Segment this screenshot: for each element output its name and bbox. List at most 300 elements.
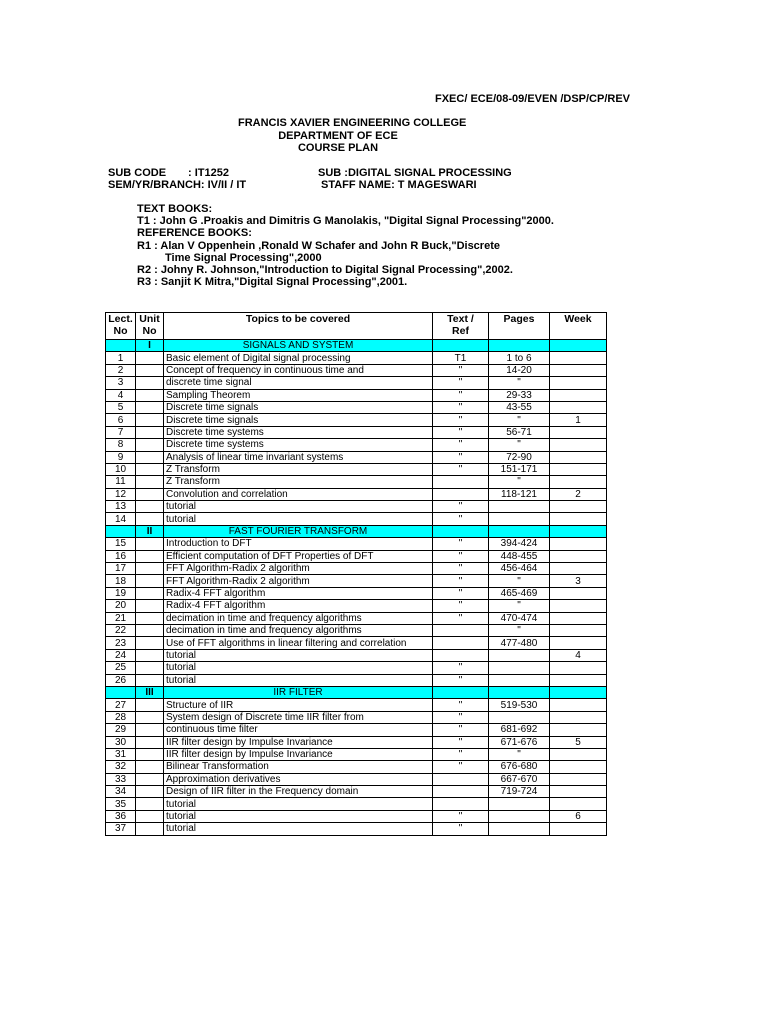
- week-cell: [550, 674, 607, 686]
- document-code: FXEC/ ECE/08-09/EVEN /DSP/CP/REV: [435, 93, 631, 105]
- lecture-number: 15: [106, 538, 136, 550]
- week-cell: [550, 451, 607, 463]
- lecture-number: 23: [106, 637, 136, 649]
- pages-cell: ": [489, 414, 550, 426]
- text-ref-cell: ": [433, 600, 489, 612]
- text-ref-cell: ": [433, 761, 489, 773]
- lecture-number: 4: [106, 389, 136, 401]
- pages-cell: 676-680: [489, 761, 550, 773]
- text-book-t1: T1 : John G .Proakis and Dimitris G Manolakis, "Digital Signal Processing"2000.: [137, 215, 554, 227]
- pages-cell: 477-480: [489, 637, 550, 649]
- pages-cell: [489, 823, 550, 835]
- text-ref-cell: ": [433, 711, 489, 723]
- table-row: [106, 612, 607, 624]
- text-ref-cell: ": [433, 662, 489, 674]
- table-row: [106, 451, 607, 463]
- unit-cell: [136, 563, 164, 575]
- unit-cell: [136, 724, 164, 736]
- week-cell: [550, 612, 607, 624]
- text-ref-cell: [433, 637, 489, 649]
- topic-cell: tutorial: [164, 823, 433, 835]
- table-row: [106, 748, 607, 760]
- pages-cell: [489, 501, 550, 513]
- reference-r1-line2: Time Signal Processing",2000: [165, 252, 322, 264]
- pages-cell: 667-670: [489, 773, 550, 785]
- table-row: [106, 439, 607, 451]
- text-books-heading: TEXT BOOKS:: [137, 203, 213, 215]
- pages-cell: [489, 513, 550, 525]
- topic-cell: tutorial: [164, 501, 433, 513]
- text-ref-cell: [433, 476, 489, 488]
- table-row: [106, 476, 607, 488]
- text-ref-cell: [433, 773, 489, 785]
- table-row: [106, 426, 607, 438]
- week-cell: [550, 550, 607, 562]
- lecture-number: 25: [106, 662, 136, 674]
- table-row: [106, 786, 607, 798]
- lecture-number: 17: [106, 563, 136, 575]
- pages-cell: 456-464: [489, 563, 550, 575]
- topic-cell: Use of FFT algorithms in linear filtering and correlation: [164, 637, 433, 649]
- college-name: FRANCIS XAVIER ENGINEERING COLLEGE: [238, 117, 467, 129]
- table-row: [106, 724, 607, 736]
- reference-r2: R2 : Johny R. Johnson,"Introduction to Digital Signal Processing",2002.: [137, 264, 513, 276]
- pages-cell: 1 to 6: [489, 352, 550, 364]
- table-row: [106, 761, 607, 773]
- lecture-number: 12: [106, 488, 136, 500]
- topic-cell: Discrete time systems: [164, 439, 433, 451]
- pages-cell: ": [489, 377, 550, 389]
- unit-blank-cell: [433, 686, 489, 698]
- unit-cell: [136, 575, 164, 587]
- unit-blank-cell: [433, 340, 489, 352]
- pages-cell: 151-171: [489, 463, 550, 475]
- text-ref-cell: ": [433, 810, 489, 822]
- lecture-number: 3: [106, 377, 136, 389]
- table-row: [106, 587, 607, 599]
- header-week: Week: [550, 313, 607, 340]
- week-cell: [550, 501, 607, 513]
- topic-cell: decimation in time and frequency algorithms: [164, 624, 433, 636]
- topic-cell: tutorial: [164, 649, 433, 661]
- unit-cell: [136, 488, 164, 500]
- topic-cell: Discrete time signals: [164, 414, 433, 426]
- text-ref-cell: ": [433, 439, 489, 451]
- lecture-number: 14: [106, 513, 136, 525]
- unit-cell: [136, 463, 164, 475]
- unit-header-row: [106, 686, 607, 698]
- table-row: [106, 637, 607, 649]
- unit-cell: [136, 674, 164, 686]
- sem-yr-branch: SEM/YR/BRANCH: IV/II / IT: [108, 179, 247, 191]
- pages-cell: 671-676: [489, 736, 550, 748]
- week-cell: [550, 513, 607, 525]
- text-ref-cell: [433, 624, 489, 636]
- week-cell: [550, 699, 607, 711]
- unit-cell: [136, 538, 164, 550]
- topic-cell: Structure of IIR: [164, 699, 433, 711]
- table-row: [106, 463, 607, 475]
- week-cell: [550, 352, 607, 364]
- lecture-number: 6: [106, 414, 136, 426]
- pages-cell: ": [489, 439, 550, 451]
- topic-cell: Z Transform: [164, 476, 433, 488]
- week-cell: [550, 426, 607, 438]
- unit-cell: [136, 364, 164, 376]
- topic-cell: tutorial: [164, 662, 433, 674]
- topic-cell: tutorial: [164, 513, 433, 525]
- pages-cell: [489, 810, 550, 822]
- topic-cell: Basic element of Digital signal processing: [164, 352, 433, 364]
- unit-cell: [136, 786, 164, 798]
- topic-cell: tutorial: [164, 810, 433, 822]
- week-cell: [550, 600, 607, 612]
- table-row: [106, 711, 607, 723]
- week-cell: [550, 476, 607, 488]
- lecture-number: 24: [106, 649, 136, 661]
- week-cell: 4: [550, 649, 607, 661]
- lecture-number: 33: [106, 773, 136, 785]
- week-cell: [550, 637, 607, 649]
- lecture-number: 37: [106, 823, 136, 835]
- table-row: [106, 798, 607, 810]
- unit-cell: [136, 377, 164, 389]
- lecture-number: 26: [106, 674, 136, 686]
- pages-cell: 465-469: [489, 587, 550, 599]
- topic-cell: Convolution and correlation: [164, 488, 433, 500]
- subject-name: SUB :DIGITAL SIGNAL PROCESSING: [318, 167, 512, 179]
- week-cell: 3: [550, 575, 607, 587]
- lecture-number: 22: [106, 624, 136, 636]
- lecture-number: 21: [106, 612, 136, 624]
- lecture-number: 5: [106, 401, 136, 413]
- text-ref-cell: ": [433, 563, 489, 575]
- sub-code-label: SUB CODE: [108, 167, 167, 179]
- pages-cell: 29-33: [489, 389, 550, 401]
- pages-cell: 14-20: [489, 364, 550, 376]
- text-ref-cell: ": [433, 736, 489, 748]
- pages-cell: 118-121: [489, 488, 550, 500]
- unit-cell: [136, 823, 164, 835]
- lecture-number: 32: [106, 761, 136, 773]
- topic-cell: decimation in time and frequency algorithms: [164, 612, 433, 624]
- unit-blank-cell: [550, 525, 607, 537]
- header-lect-no: Lect. No: [106, 313, 136, 340]
- text-ref-cell: ": [433, 699, 489, 711]
- week-cell: [550, 538, 607, 550]
- text-ref-cell: ": [433, 674, 489, 686]
- unit-blank-cell: [489, 525, 550, 537]
- table-header-row: [106, 313, 607, 340]
- pages-cell: ": [489, 476, 550, 488]
- text-ref-cell: [433, 786, 489, 798]
- text-ref-cell: ": [433, 550, 489, 562]
- unit-title: FAST FOURIER TRANSFORM: [164, 525, 433, 537]
- unit-title: IIR FILTER: [164, 686, 433, 698]
- lecture-number: 1: [106, 352, 136, 364]
- pages-cell: 394-424: [489, 538, 550, 550]
- pages-cell: 72-90: [489, 451, 550, 463]
- week-cell: 6: [550, 810, 607, 822]
- unit-cell: [136, 649, 164, 661]
- pages-cell: 56-71: [489, 426, 550, 438]
- table-row: [106, 538, 607, 550]
- unit-blank-cell: [550, 686, 607, 698]
- unit-blank-cell: [489, 686, 550, 698]
- topic-cell: Efficient computation of DFT Properties of DFT: [164, 550, 433, 562]
- week-cell: 1: [550, 414, 607, 426]
- lecture-number: 16: [106, 550, 136, 562]
- unit-cell: [136, 352, 164, 364]
- unit-blank-cell: [433, 525, 489, 537]
- unit-cell: [136, 389, 164, 401]
- unit-cell: [136, 810, 164, 822]
- week-cell: [550, 389, 607, 401]
- pages-cell: [489, 711, 550, 723]
- unit-cell: [136, 736, 164, 748]
- lecture-number: 27: [106, 699, 136, 711]
- lecture-number: 34: [106, 786, 136, 798]
- text-ref-cell: ": [433, 612, 489, 624]
- table-row: [106, 674, 607, 686]
- unit-cell: [136, 451, 164, 463]
- week-cell: [550, 724, 607, 736]
- unit-cell: [136, 414, 164, 426]
- unit-cell: [136, 401, 164, 413]
- unit-cell: [136, 612, 164, 624]
- table-row: [106, 377, 607, 389]
- topic-cell: Sampling Theorem: [164, 389, 433, 401]
- table-row: [106, 823, 607, 835]
- topic-cell: Bilinear Transformation: [164, 761, 433, 773]
- unit-cell: [136, 550, 164, 562]
- week-cell: [550, 364, 607, 376]
- lecture-number: 19: [106, 587, 136, 599]
- topic-cell: Concept of frequency in continuous time and: [164, 364, 433, 376]
- lecture-number: 13: [106, 501, 136, 513]
- lecture-number: 28: [106, 711, 136, 723]
- table-row: [106, 736, 607, 748]
- pages-cell: ": [489, 748, 550, 760]
- sub-code-value: : IT1252: [188, 167, 229, 179]
- pages-cell: 448-455: [489, 550, 550, 562]
- text-ref-cell: [433, 649, 489, 661]
- week-cell: [550, 786, 607, 798]
- lecture-number: 20: [106, 600, 136, 612]
- department-name: DEPARTMENT OF ECE: [278, 130, 398, 142]
- lecture-number: 18: [106, 575, 136, 587]
- table-row: [106, 364, 607, 376]
- reference-books-heading: REFERENCE BOOKS:: [137, 227, 252, 239]
- week-cell: [550, 563, 607, 575]
- unit-cell: [136, 699, 164, 711]
- topic-cell: Radix-4 FFT algorithm: [164, 587, 433, 599]
- text-ref-cell: ": [433, 513, 489, 525]
- staff-name: STAFF NAME: T MAGESWARI: [321, 179, 477, 191]
- table-row: [106, 600, 607, 612]
- topic-cell: tutorial: [164, 798, 433, 810]
- text-ref-cell: [433, 798, 489, 810]
- week-cell: [550, 773, 607, 785]
- table-row: [106, 575, 607, 587]
- text-ref-cell: T1: [433, 352, 489, 364]
- pages-cell: [489, 662, 550, 674]
- unit-cell: [136, 773, 164, 785]
- pages-cell: 519-530: [489, 699, 550, 711]
- unit-title: SIGNALS AND SYSTEM: [164, 340, 433, 352]
- text-ref-cell: ": [433, 463, 489, 475]
- table-row: [106, 389, 607, 401]
- week-cell: 5: [550, 736, 607, 748]
- topic-cell: Analysis of linear time invariant systems: [164, 451, 433, 463]
- text-ref-cell: ": [433, 501, 489, 513]
- pages-cell: ": [489, 600, 550, 612]
- text-ref-cell: ": [433, 823, 489, 835]
- table-row: [106, 513, 607, 525]
- pages-cell: 681-692: [489, 724, 550, 736]
- topic-cell: System design of Discrete time IIR filter from: [164, 711, 433, 723]
- lecture-number: 2: [106, 364, 136, 376]
- unit-blank-cell: [106, 525, 136, 537]
- lecture-number: 9: [106, 451, 136, 463]
- pages-cell: 470-474: [489, 612, 550, 624]
- topic-cell: discrete time signal: [164, 377, 433, 389]
- lecture-number: 11: [106, 476, 136, 488]
- header-text-ref: Text / Ref: [433, 313, 489, 340]
- unit-number: II: [136, 525, 164, 537]
- text-ref-cell: ": [433, 389, 489, 401]
- topic-cell: tutorial: [164, 674, 433, 686]
- lecture-number: 29: [106, 724, 136, 736]
- week-cell: [550, 798, 607, 810]
- text-ref-cell: ": [433, 724, 489, 736]
- week-cell: [550, 823, 607, 835]
- text-ref-cell: ": [433, 748, 489, 760]
- week-cell: [550, 624, 607, 636]
- table-row: [106, 649, 607, 661]
- table-row: [106, 662, 607, 674]
- unit-cell: [136, 513, 164, 525]
- course-plan-table: [105, 312, 607, 836]
- table-row: [106, 624, 607, 636]
- unit-cell: [136, 439, 164, 451]
- unit-cell: [136, 501, 164, 513]
- text-ref-cell: ": [433, 538, 489, 550]
- text-ref-cell: ": [433, 587, 489, 599]
- text-ref-cell: ": [433, 377, 489, 389]
- unit-header-row: [106, 525, 607, 537]
- table-row: [106, 563, 607, 575]
- unit-header-row: [106, 340, 607, 352]
- topic-cell: IIR filter design by Impulse Invariance: [164, 736, 433, 748]
- text-ref-cell: ": [433, 451, 489, 463]
- text-ref-cell: ": [433, 575, 489, 587]
- topic-cell: continuous time filter: [164, 724, 433, 736]
- table-row: [106, 414, 607, 426]
- week-cell: [550, 439, 607, 451]
- lecture-number: 36: [106, 810, 136, 822]
- unit-blank-cell: [550, 340, 607, 352]
- pages-cell: 719-724: [489, 786, 550, 798]
- topic-cell: Discrete time systems: [164, 426, 433, 438]
- lecture-number: 7: [106, 426, 136, 438]
- unit-cell: [136, 587, 164, 599]
- topic-cell: FFT Algorithm-Radix 2 algorithm: [164, 563, 433, 575]
- pages-cell: ": [489, 575, 550, 587]
- unit-number: III: [136, 686, 164, 698]
- lecture-number: 10: [106, 463, 136, 475]
- unit-cell: [136, 662, 164, 674]
- header-topics: Topics to be covered: [164, 313, 433, 340]
- unit-cell: [136, 600, 164, 612]
- topic-cell: Discrete time signals: [164, 401, 433, 413]
- week-cell: [550, 662, 607, 674]
- header-unit-no: Unit No: [136, 313, 164, 340]
- lecture-number: 30: [106, 736, 136, 748]
- topic-cell: Introduction to DFT: [164, 538, 433, 550]
- unit-blank-cell: [489, 340, 550, 352]
- unit-cell: [136, 476, 164, 488]
- unit-cell: [136, 711, 164, 723]
- pages-cell: ": [489, 624, 550, 636]
- table-row: [106, 488, 607, 500]
- week-cell: [550, 463, 607, 475]
- reference-r1-line1: R1 : Alan V Oppenhein ,Ronald W Schafer and John R Buck,"Discrete: [137, 240, 500, 252]
- topic-cell: IIR filter design by Impulse Invariance: [164, 748, 433, 760]
- week-cell: 2: [550, 488, 607, 500]
- week-cell: [550, 377, 607, 389]
- pages-cell: 43-55: [489, 401, 550, 413]
- table-row: [106, 699, 607, 711]
- topic-cell: Approximation derivatives: [164, 773, 433, 785]
- topic-cell: FFT Algorithm-Radix 2 algorithm: [164, 575, 433, 587]
- pages-cell: [489, 798, 550, 810]
- unit-blank-cell: [106, 686, 136, 698]
- header-pages: Pages: [489, 313, 550, 340]
- unit-blank-cell: [106, 340, 136, 352]
- unit-cell: [136, 624, 164, 636]
- pages-cell: [489, 649, 550, 661]
- table-row: [106, 773, 607, 785]
- week-cell: [550, 761, 607, 773]
- pages-cell: [489, 674, 550, 686]
- table-row: [106, 550, 607, 562]
- table-row: [106, 401, 607, 413]
- week-cell: [550, 401, 607, 413]
- text-ref-cell: ": [433, 401, 489, 413]
- text-ref-cell: ": [433, 364, 489, 376]
- week-cell: [550, 711, 607, 723]
- unit-cell: [136, 637, 164, 649]
- topic-cell: Z Transform: [164, 463, 433, 475]
- topic-cell: Radix-4 FFT algorithm: [164, 600, 433, 612]
- table-row: [106, 352, 607, 364]
- unit-cell: [136, 748, 164, 760]
- week-cell: [550, 748, 607, 760]
- topic-cell: Design of IIR filter in the Frequency domain: [164, 786, 433, 798]
- text-ref-cell: ": [433, 414, 489, 426]
- text-ref-cell: ": [433, 426, 489, 438]
- table-row: [106, 501, 607, 513]
- unit-cell: [136, 761, 164, 773]
- lecture-number: 31: [106, 748, 136, 760]
- unit-cell: [136, 798, 164, 810]
- plan-title: COURSE PLAN: [297, 142, 379, 154]
- reference-r3: R3 : Sanjit K Mitra,"Digital Signal Processing",2001.: [137, 276, 408, 288]
- unit-number: I: [136, 340, 164, 352]
- table-row: [106, 810, 607, 822]
- lecture-number: 35: [106, 798, 136, 810]
